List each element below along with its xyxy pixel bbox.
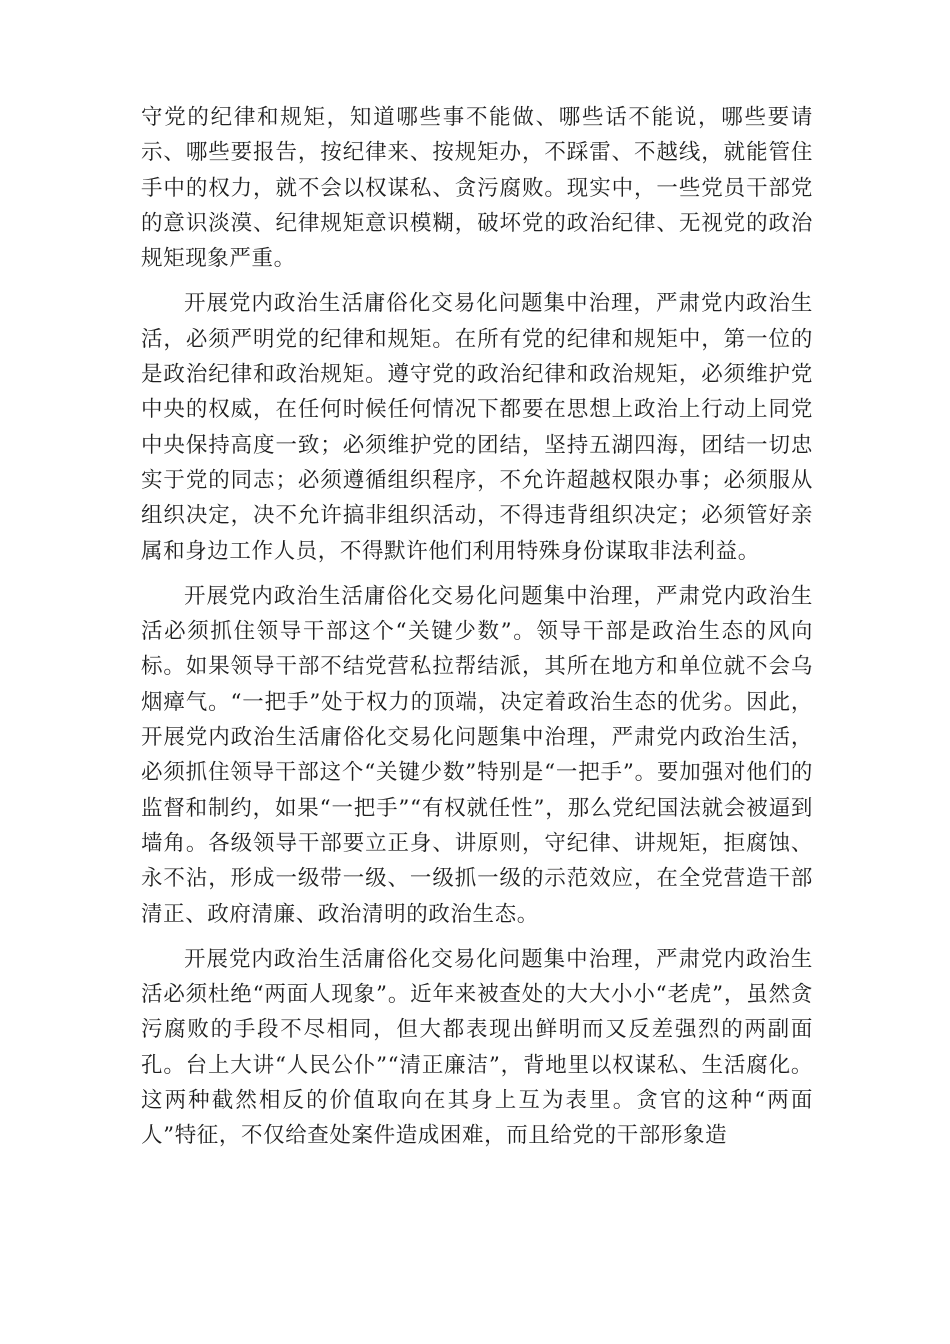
paragraph-2: 开展党内政治生活庸俗化交易化问题集中治理，严肃党内政治生活，必须严明党的纪律和规矩。在所有党的纪律和规矩中，第一位的是政治纪律和政治规矩。遵守党的政治纪律和政治规矩，必须维护党中央的权威，在任何时候任何情况下都要在思想上政治上行动上同党中央保持高度一致；必须维护党的团结，坚持五湖四海，团结一切忠实于党的同志；必须遵循组织程序，不允许超越权限办事；必须服从组织决定，决不允许搞非组织活动，不得违背组织决定；必须管好亲属和身边工作人员，不得默许他们利用特殊身份谋取非法利益。	[141, 291, 813, 564]
paragraph-3: 开展党内政治生活庸俗化交易化问题集中治理，严肃党内政治生活必须抓住领导干部这个“关键少数”。领导干部是政治生态的风向标。如果领导干部不结党营私拉帮结派，其所在地方和单位就不会乌烟瘴气。“一把手”处于权力的顶端，决定着政治生态的优劣。因此，开展党内政治生活庸俗化交易化问题集中治理，严肃党内政治生活，必须抓住领导干部这个“关键少数”特别是“一把手”。要加强对他们的监督和制约，如果“一把手”“有权就任性”，那么党纪国法就会被逼到墙角。各级领导干部要立正身、讲原则，守纪律、讲规矩，拒腐蚀、永不沾，形成一级带一级、一级抓一级的示范效应，在全党营造干部清正、政府清廉、政治清明的政治生态。	[141, 583, 813, 927]
document-body	[141, 100, 813, 1164]
paragraph-1: 守党的纪律和规矩，知道哪些事不能做、哪些话不能说，哪些要请示、哪些要报告，按纪律来、按规矩办，不踩雷、不越线，就能管住手中的权力，就不会以权谋私、贪污腐败。现实中，一些党员干部党的意识淡漠、纪律规矩意识模糊，破坏党的政治纪律、无视党的政治规矩现象严重。	[141, 105, 813, 272]
paragraph-4: 开展党内政治生活庸俗化交易化问题集中治理，严肃党内政治生活必须杜绝“两面人现象”。近年来被查处的大大小小“老虎”，虽然贪污腐败的手段不尽相同，但大都表现出鲜明而又反差强烈的两副面孔。台上大讲“人民公仆”“清正廉洁”，背地里以权谋私、生活腐化。这两种截然相反的价值取向在其身上互为表里。贪官的这种“两面人”特征，不仅给查处案件造成困难，而且给党的干部形象造	[141, 946, 813, 1149]
